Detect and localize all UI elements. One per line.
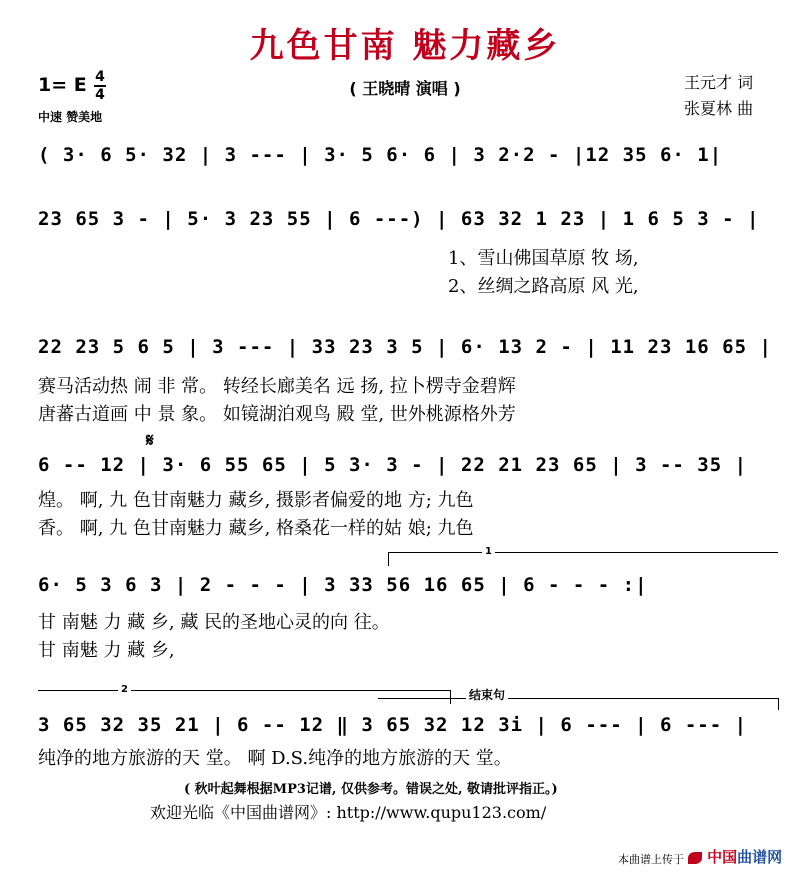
lyric-row-5-verse-1: 甘 南魅 力 藏 乡, 藏 民的圣地心灵的向 往。	[38, 612, 390, 633]
logo-mark-icon	[688, 852, 702, 864]
score-row-4: 6 -- 12 | 3· 6 55 65 | 5 3· 3 - | 22 21 23 65 | 3 -- 35 |	[38, 454, 748, 476]
volta-1-bracket	[388, 552, 778, 553]
ending-bracket-edge	[778, 698, 779, 710]
volta-2-label: 2	[118, 684, 131, 695]
logo-text-b: 曲谱网	[737, 848, 783, 866]
lyric-row-6-verse-1: 纯净的地方旅游的天 堂。 啊 D.S.纯净的地方旅游的天 堂。	[38, 748, 512, 769]
score-row-2: 23 65 3 - | 5· 3 23 55 | 6 ---) | 63 32 1 23 | 1 6 5 3 - |	[38, 208, 760, 230]
lyric-row-5-verse-2: 甘 南魅 力 藏 乡,	[38, 640, 175, 661]
welcome-line: 欢迎光临《中国曲谱网》: http://www.qupu123.com/	[150, 803, 547, 822]
transcription-note: ( 秋叶起舞根据MP3记谱, 仅供参考。错误之处, 敬请批评指正。)	[184, 782, 558, 797]
volta-1-left-edge	[388, 552, 389, 566]
site-logo	[688, 846, 782, 867]
segno-sign: 𝄋	[146, 430, 154, 451]
ending-bracket	[378, 698, 778, 699]
time-signature	[94, 70, 106, 102]
singer-credit: ( 王晓晴 演唱 )	[349, 79, 461, 98]
score-row-6: 3 65 32 35 21 | 6 -- 12 ‖ 3 65 32 12 3i | 6 --- | 6 --- |	[38, 714, 748, 736]
volta-2-bracket	[38, 690, 450, 691]
lyric-row-2-verse-2: 2、丝绸之路高原 风 光,	[448, 276, 639, 297]
tempo-marking: 中速 赞美地	[38, 110, 103, 124]
score-row-3: 22 23 5 6 5 | 3 --- | 33 23 3 5 | 6· 13 2 - | 11 23 16 65 |	[38, 336, 772, 358]
meter-bottom: 4	[95, 87, 105, 103]
score-row-1: ( 3· 6 5· 32 | 3 --- | 3· 5 6· 6 | 3 2·2 - |12 35 6· 1|	[38, 144, 723, 166]
lyric-row-3-verse-2: 唐蕃古道画 中 景 象。 如镜湖泊观鸟 殿 堂, 世外桃源格外芳	[38, 404, 516, 425]
lyric-row-4-verse-1: 煌。 啊, 九 色甘南魅力 藏乡, 摄影者偏爱的地 方; 九色	[38, 490, 474, 511]
lyric-row-2-verse-1: 1、雪山佛国草原 牧 场,	[448, 248, 639, 269]
composer-credit: 张夏林 曲	[684, 99, 754, 118]
ending-label: 结束句	[466, 686, 508, 703]
score-row-5: 6· 5 3 6 3 | 2 - - - | 3 33 56 16 65 | 6 - - - :|	[38, 574, 648, 596]
song-title: 九色甘南 魅力藏乡	[249, 26, 561, 66]
lyric-row-3-verse-1: 赛马活动热 闹 非 常。 转经长廊美名 远 扬, 拉卜楞寺金碧辉	[38, 376, 516, 397]
lyric-row-4-verse-2: 香。 啊, 九 色甘南魅力 藏乡, 格桑花一样的姑 娘; 九色	[38, 518, 474, 539]
volta-1-label: 1	[482, 546, 495, 557]
upload-note: 本曲谱上传于	[618, 853, 684, 866]
meter-top: 4	[95, 69, 105, 85]
logo-text-a: 中国	[707, 848, 738, 866]
volta-2-right-edge	[450, 690, 451, 704]
lyricist-credit: 王元才 词	[684, 73, 754, 92]
key-signature: 1= E	[38, 74, 87, 96]
